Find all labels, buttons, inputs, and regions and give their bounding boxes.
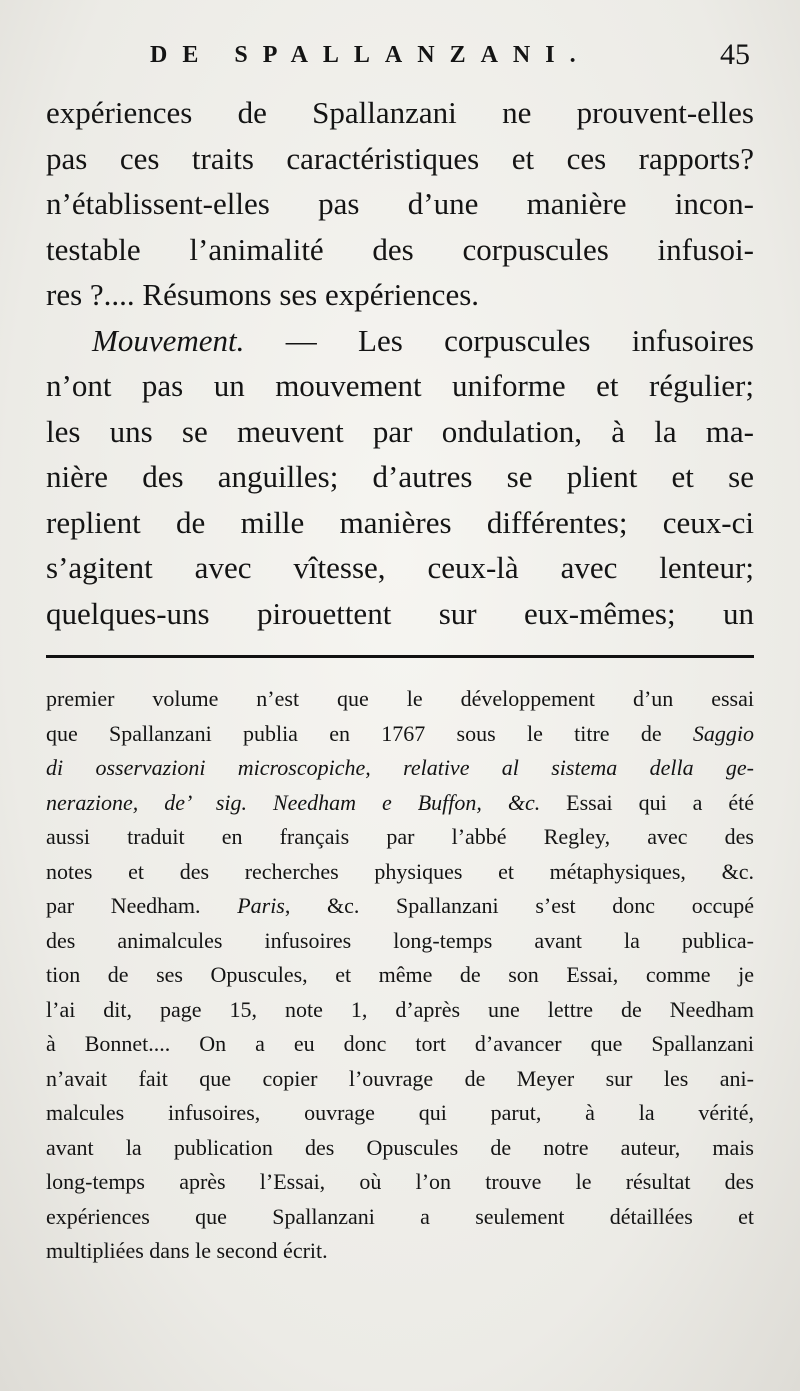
footnote-line: long-temps après l’Essai, où l’on trouve le résultat des	[46, 1169, 754, 1194]
footnote-line: expériences que Spallanzani a seulement détaillées et	[46, 1203, 754, 1229]
footnote-line: aussi traduit en français par l’abbé Regley, avec des	[46, 824, 754, 849]
text-line: n’établissent-elles pas d’une manière incon-	[46, 186, 754, 221]
footnote-line: avant la publication des Opuscules de notre auteur, mais	[46, 1134, 754, 1160]
footnote-line: l’ai dit, page 15, note 1, d’après une lettre de Needham	[46, 996, 754, 1022]
running-head: DE SPALLANZANI.	[150, 42, 591, 68]
footnote-line: à Bonnet.... On a eu donc tort d’avancer que Spallanzani	[46, 1031, 754, 1056]
footnote-line: n’avait fait que copier l’ouvrage de Meyer sur les ani-	[46, 1065, 754, 1091]
text-line: pas ces traits caractéristiques et ces rapports?	[46, 140, 754, 176]
page-header	[150, 38, 750, 82]
footnote-line	[46, 751, 754, 786]
footnote-line: multipliées dans le second écrit.	[46, 1238, 328, 1263]
text-line-content: — Les corpuscules infusoires	[285, 322, 754, 358]
footnote	[46, 682, 754, 1269]
text-line: n’ont pas un mouvement uniforme et régulier;	[46, 368, 754, 403]
footnote-italic: Paris	[237, 893, 285, 918]
text-line: quelques-uns pirouettent sur eux-mêmes; un	[46, 595, 754, 631]
footnote-line	[46, 717, 754, 752]
text-line: s’agitent avec vîtesse, ceux-là avec lenteur;	[46, 550, 754, 585]
footnote-line: malcules infusoires, ouvrage qui parut, à la vérité,	[46, 1100, 754, 1125]
footnote-line: premier volume n’est que le développement d’un essai	[46, 686, 754, 711]
footnote-line: des animalcules infusoires long-temps avant la publica-	[46, 927, 754, 953]
footnote-line: notes et des recherches physiques et métaphysiques, &c.	[46, 858, 754, 884]
footnote-italic: di osservazioni microscopiche, relative al sistema della ge-	[46, 755, 754, 780]
footnote-text: , &c. Spallanzani s’est donc occupé	[284, 893, 754, 918]
footnote-text: Essai qui a été	[540, 789, 754, 815]
footnote-line	[46, 786, 754, 821]
footnote-line: tion de ses Opuscules, et même de son Essai, comme je	[46, 962, 754, 987]
section-lead: Mouvement.	[92, 322, 245, 358]
footnote-italic: nerazione, de’ sig. Needham e Buffon, &c.	[46, 789, 541, 815]
text-line: nière des anguilles; d’autres se plient et se	[46, 459, 754, 494]
text-line: les uns se meuvent par ondulation, à la ma-	[46, 413, 754, 449]
text-line: res ?.... Résumons ses expériences.	[46, 277, 480, 312]
text-line: expériences de Spallanzani ne prouvent-elles	[46, 95, 754, 130]
text-line: testable l’animalité des corpuscules infusoi-	[46, 231, 754, 267]
footnote-text: par Needham.	[46, 893, 238, 918]
footnote-line	[46, 889, 754, 924]
text-line: replient de mille manières différentes; ceux-ci	[46, 504, 754, 540]
footnote-text: que Spallanzani publia en 1767 sous le titre de	[46, 720, 693, 746]
page-number: 45	[720, 38, 750, 71]
footnote-rule	[46, 655, 754, 658]
text-line	[46, 318, 754, 364]
main-text	[46, 90, 754, 636]
footnote-italic: Saggio	[692, 720, 754, 746]
